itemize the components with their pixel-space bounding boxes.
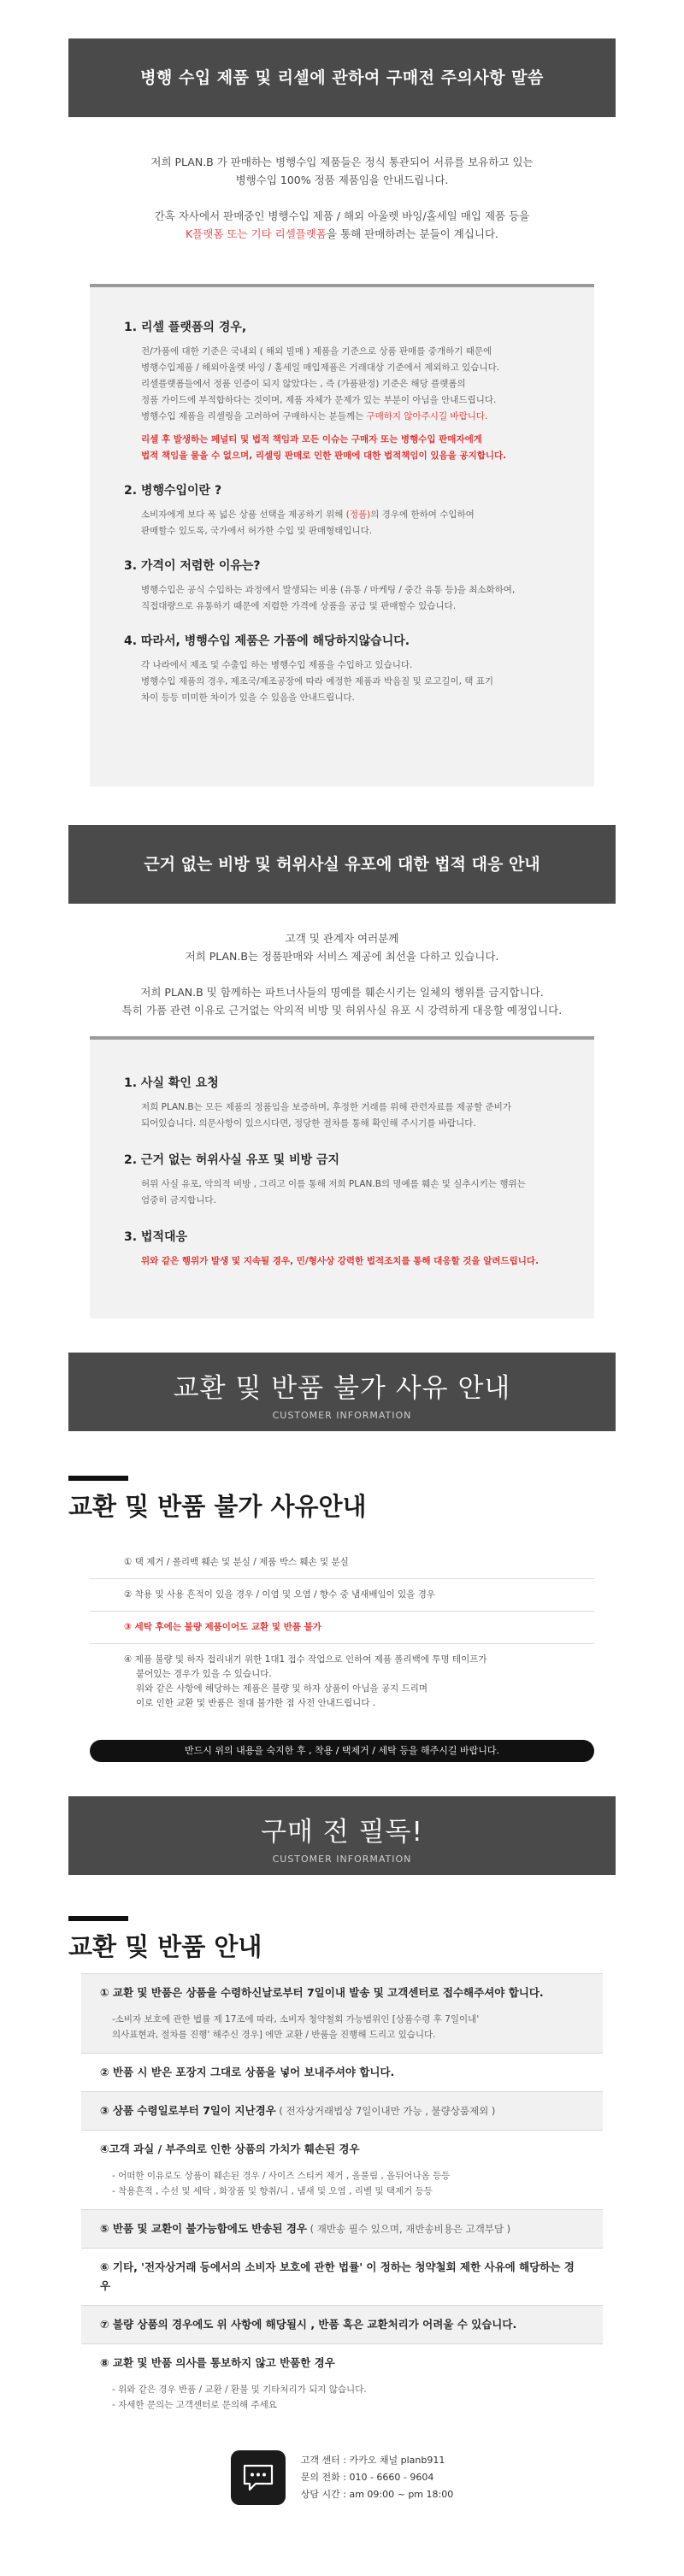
warning-line: 리셀 후 발생하는 페널티 및 법적 책임과 모든 이슈는 구매자 또는 병행수입 판매자에게 bbox=[141, 434, 482, 445]
notice-line: 병행수입은 공식 수입하는 과정에서 발생되는 비용 (유통 / 마케팅 / 중간 유통 등)을 최소화하여, bbox=[141, 585, 516, 595]
list-item-line: 위와 같은 사항에 해당하는 제품은 불량 및 하자 상품이 아님을 공지 드리며 bbox=[136, 1683, 428, 1694]
notice-line: 저희 PLAN.B는 모든 제품의 정품임을 보증하며, 후정한 거래를 위해 관련자료를 제공할 준비가 bbox=[141, 1102, 512, 1112]
guide-line: - 위와 같은 경우 반품 / 교환 / 환불 및 기타처리가 되지 않습니다. bbox=[112, 2384, 367, 2395]
list-item-line: 이로 인한 교환 및 반품은 절대 불가한 점 사전 안내드립니다 . bbox=[136, 1698, 376, 1708]
legal-response-intro bbox=[68, 929, 616, 1019]
notice-item bbox=[124, 557, 560, 615]
guide-item bbox=[81, 2344, 603, 2423]
customer-center bbox=[68, 2450, 616, 2505]
notice-warning bbox=[124, 432, 560, 464]
intro-line: 병행수입 100% 정품 제품임을 안내드립니다. bbox=[235, 174, 449, 186]
guide-item bbox=[81, 2249, 603, 2306]
notice-line: 되어있습니다. 의문사항이 있으시다면, 정당한 절차를 통해 확인해 주시기를 바랍니다. bbox=[141, 1118, 476, 1129]
parallel-import-intro bbox=[68, 153, 616, 243]
guide-item-title: ⑥ 기타, '전자상거래 등에서의 소비자 보호에 관한 법률' 이 정하는 청약철회 제한 사유에 해당하는 경우 bbox=[100, 2261, 575, 2292]
intro-line: 저희 PLAN.B 가 판매하는 병행수입 제품들은 정식 통관되어 서류를 보유하고 있는 bbox=[150, 156, 534, 168]
notice-line-text: 소비자에게 보다 폭 넓은 상품 선택을 제공하기 위해 bbox=[141, 510, 346, 520]
guide-item-title bbox=[100, 2210, 584, 2248]
contact-hours: 상담 시간 : am 09:00 ~ pm 18:00 bbox=[300, 2489, 454, 2500]
must-read-banner-subtitle: CUSTOMER INFORMATION bbox=[272, 1854, 412, 1865]
guide-item bbox=[81, 2306, 603, 2344]
guide-item-title-text: ⑤ 반품 및 교환이 불가능함에도 반송된 경우 bbox=[100, 2222, 307, 2235]
chat-icon bbox=[231, 2450, 286, 2505]
list-item: ③ 세탁 후에는 불량 제품이어도 교환 및 반품 불가 bbox=[90, 1612, 594, 1644]
guide-item-title: ④고객 과실 / 부주의로 인한 상품의 가치가 훼손된 경우 bbox=[100, 2143, 360, 2155]
notice-line: 직접대량으로 유통하기 때문에 저렴한 가격에 상품을 공급 및 판매할수 있습니다. bbox=[141, 601, 457, 611]
notice-line: 리셀플랫폼들에서 정품 인증이 되지 않았다는 , 즉 (가품판정) 기준은 해당 플랫폼의 bbox=[141, 379, 466, 389]
no-return-banner-title: 교환 및 반품 불가 사유 안내 bbox=[173, 1373, 511, 1404]
notice-item bbox=[124, 1228, 560, 1270]
legal-notice-box bbox=[90, 1036, 594, 1318]
guide-item-body bbox=[100, 2012, 584, 2053]
parallel-import-banner bbox=[68, 38, 616, 117]
notice-title: 3. 법적대응 bbox=[124, 1230, 188, 1244]
notice-text bbox=[124, 507, 560, 539]
notice-text bbox=[124, 1099, 560, 1132]
notice-item bbox=[124, 1074, 560, 1132]
warning-line: 법적 책임을 물을 수 없으며, 리셀링 판매로 인한 판매에 대한 법적책임이 있음을 공지합니다. bbox=[141, 451, 507, 461]
legal-response-banner bbox=[68, 825, 616, 904]
no-return-banner bbox=[68, 1353, 616, 1431]
guide-line: - 착용흔적 , 수선 및 세탁 , 화장품 및 향취/니 , 냄새 및 오염 , 리벨 및 택제거 등등 bbox=[112, 2186, 433, 2196]
notice-line: 판매할수 있도록, 국가에서 허가한 수입 및 판매형태입니다. bbox=[141, 526, 373, 536]
guide-line: -소비자 보호에 관한 법률 제 17조에 따라, 소비자 청약철회 가능범위인 [상품수령 후 7일이내' bbox=[112, 2014, 480, 2025]
title-accent-bar bbox=[68, 1916, 128, 1921]
notice-text bbox=[124, 344, 560, 425]
notice-line bbox=[141, 507, 560, 523]
guide-item-title: ② 반품 시 받은 포장지 그대로 상품을 넣어 보내주셔야 합니다. bbox=[100, 2066, 395, 2078]
guide-item-title: ⑧ 교환 및 반품 의사를 통보하지 않고 반품한 경우 bbox=[100, 2356, 335, 2369]
list-item: ② 착용 및 사용 흔적이 있을 경우 / 이염 및 오염 / 향수 중 냄새배임이 있을 경우 bbox=[90, 1579, 594, 1612]
parallel-import-banner-title: 병행 수입 제품 및 리셀에 관하여 구매전 주의사항 말씀 bbox=[140, 68, 544, 87]
must-read-banner bbox=[68, 1796, 616, 1875]
no-return-banner-subtitle: CUSTOMER INFORMATION bbox=[272, 1410, 412, 1421]
intro-line: 특히 가품 관련 이유로 근거없는 악의적 비방 및 허위사실 유포 시 강력하게 대응할 예정입니다. bbox=[121, 1004, 563, 1017]
title-accent-bar bbox=[68, 1476, 128, 1481]
notice-line bbox=[141, 409, 560, 425]
exchange-title: 교환 및 반품 안내 bbox=[68, 1932, 262, 1961]
contact-channel: 고객 센터 : 카카오 채널 planb911 bbox=[300, 2455, 445, 2466]
list-item-line: 붙어있는 경우가 있을 수 있습니다. bbox=[136, 1669, 272, 1679]
notice-line: 병행수입 제품의 경우, 제조국/제조공장에 따라 예정한 제품과 박음질 및 로고길이, 택 표기 bbox=[141, 676, 494, 687]
exchange-guide-list bbox=[81, 1973, 603, 2423]
notice-item bbox=[124, 1151, 560, 1209]
contact-phone: 문의 전화 : 010 - 6660 - 9604 bbox=[300, 2472, 434, 2483]
notice-line-text: 병행수입 제품을 리셀링을 고려하여 구매하시는 분들께는 bbox=[141, 411, 367, 421]
guide-item bbox=[81, 2054, 603, 2092]
intro-line: 고객 및 관계자 여러분께 bbox=[285, 932, 399, 945]
guide-line: - 자세한 문의는 고객센터로 문의해 주세요 bbox=[112, 2400, 277, 2410]
no-return-list bbox=[90, 1547, 594, 1723]
notice-warning: 위와 같은 행위가 발생 및 지속될 경우, 민/형사상 강력한 법적조치를 통해 대응할 것을 알려드립니다. bbox=[141, 1256, 540, 1266]
intro-red-text: K플랫폼 또는 기타 리셀플랫폼 bbox=[185, 227, 327, 240]
no-return-title: 교환 및 반품 불가 사유안내 bbox=[68, 1492, 367, 1521]
notice-item bbox=[124, 632, 560, 706]
notice-line: 차이 등등 미미한 차이가 있을 수 있음을 안내드립니다. bbox=[141, 693, 355, 703]
notice-pill bbox=[90, 1740, 594, 1762]
notice-title: 1. 사실 확인 요청 bbox=[124, 1076, 219, 1090]
must-read-banner-title: 구매 전 필독! bbox=[261, 1817, 423, 1848]
notice-title: 4. 따라서, 병행수입 제품은 가품에 해당하지않습니다. bbox=[124, 634, 410, 648]
intro-line bbox=[68, 225, 616, 243]
notice-item bbox=[124, 318, 560, 464]
exchange-title-block bbox=[68, 1916, 616, 1963]
notice-title: 2. 병행수입이란 ? bbox=[124, 484, 222, 498]
guide-item-title bbox=[100, 2092, 584, 2130]
notice-title: 3. 가격이 저렴한 이유는? bbox=[124, 559, 261, 573]
notice-line-red: (정품) bbox=[345, 510, 371, 520]
guide-item bbox=[81, 2092, 603, 2131]
notice-pill-text: 반드시 위의 내용을 숙지한 후 , 착용 / 택제거 / 세탁 등을 해주시길 바랍니다. bbox=[184, 1745, 499, 1756]
list-item-line: ④ 제품 불량 및 하자 접리내기 위한 1대1 접수 작업으로 인하여 제품 폴리백에 투명 테이프가 bbox=[124, 1654, 487, 1665]
notice-line: 전/가품에 대한 기준은 국내외 ( 해외 빌매 ) 제품을 기준으로 상품 판매를 중개하기 때문에 bbox=[141, 346, 492, 357]
notice-line: 병행수입제품 / 해외아울렛 바잉 / 홀세일 매입제품은 거래대상 기준에서 제외하고 있습니다. bbox=[141, 363, 500, 373]
notice-line-text: 의 경우에 한하여 수입하여 bbox=[370, 510, 475, 520]
intro-text: 을 통해 판매하려는 분들이 계십니다. bbox=[327, 227, 499, 240]
notice-text bbox=[124, 1176, 560, 1209]
guide-line: 의사표현과, 절차를 진행' 해주신 경우] 에만 교환 / 반품을 진행해 드리고 있습니다. bbox=[112, 2030, 436, 2040]
guide-item-body bbox=[100, 2382, 584, 2423]
notice-line-red: 구매하지 않아주시길 바랍니다. bbox=[366, 411, 488, 421]
list-item: ① 택 제거 / 폴리백 훼손 및 분실 / 제품 박스 훼손 및 분실 bbox=[90, 1547, 594, 1579]
guide-item-note: ( 전자상거래법상 7일이내만 가능 , 불량상품제외 ) bbox=[275, 2105, 496, 2117]
guide-item-body bbox=[100, 2168, 584, 2209]
list-item bbox=[90, 1644, 594, 1723]
guide-item-title: ① 교환 및 반품은 상품을 수령하신날로부터 7일이내 발송 및 고객센터로 접수해주셔야 합니다. bbox=[100, 1986, 544, 1999]
intro-line: 저희 PLAN.B 및 함께하는 파트너사들의 명예를 훼손시키는 일체의 행위를 금지합니다. bbox=[140, 986, 544, 999]
guide-item bbox=[81, 2210, 603, 2249]
guide-item-title: ⑦ 불량 상품의 경우에도 위 사항에 해당될시 , 반품 혹은 교환처리가 어려울 수 있습니다. bbox=[100, 2318, 517, 2331]
guide-item bbox=[81, 1974, 603, 2054]
notice-text bbox=[124, 657, 560, 706]
parallel-import-notice-box bbox=[90, 284, 594, 787]
notice-line: 허위 사실 유포, 악의적 비방 , 그리고 이를 통해 저희 PLAN.B의 명예를 훼손 및 실추시키는 행위는 bbox=[141, 1179, 526, 1189]
notice-text bbox=[124, 582, 560, 615]
guide-item bbox=[81, 2131, 603, 2210]
intro-line: 간혹 자사에서 판매중인 병행수입 제품 / 해외 아울렛 바잉/홀세일 매입 제품 등을 bbox=[154, 209, 530, 222]
intro-line: 저희 PLAN.B는 정품판매와 서비스 제공에 최선을 다하고 있습니다. bbox=[185, 950, 499, 963]
contact-info bbox=[301, 2452, 453, 2503]
notice-title: 1. 리셀 플랫폼의 경우, bbox=[124, 321, 247, 334]
notice-line: 정품 가이드에 부적합하다는 것이며, 제품 자체가 문제가 있는 부분이 아님을 안내드립니다. bbox=[141, 395, 497, 405]
notice-line: 각 나라에서 제조 및 수출입 하는 병행수입 제품을 수입하고 있습니다. bbox=[141, 660, 413, 670]
guide-line: - 어떠한 이유로도 상품이 훼손된 경우 / 사이즈 스티커 제거 , 올풀림 , 올뒤어나옴 등등 bbox=[112, 2171, 451, 2181]
guide-item-note: ( 재반송 필수 있으며, 재반송비용은 고객부담 ) bbox=[306, 2223, 511, 2235]
no-return-title-block bbox=[68, 1476, 616, 1523]
notice-line: 엄중히 금지합니다. bbox=[141, 1195, 216, 1205]
guide-item-title-text: ③ 상품 수령일로부터 7일이 지난경우 bbox=[100, 2104, 276, 2117]
notice-title: 2. 근거 없는 허위사실 유포 및 비방 금지 bbox=[124, 1153, 340, 1167]
legal-response-banner-title: 근거 없는 비방 및 허위사실 유포에 대한 법적 대응 안내 bbox=[144, 855, 540, 874]
notice-item bbox=[124, 481, 560, 539]
